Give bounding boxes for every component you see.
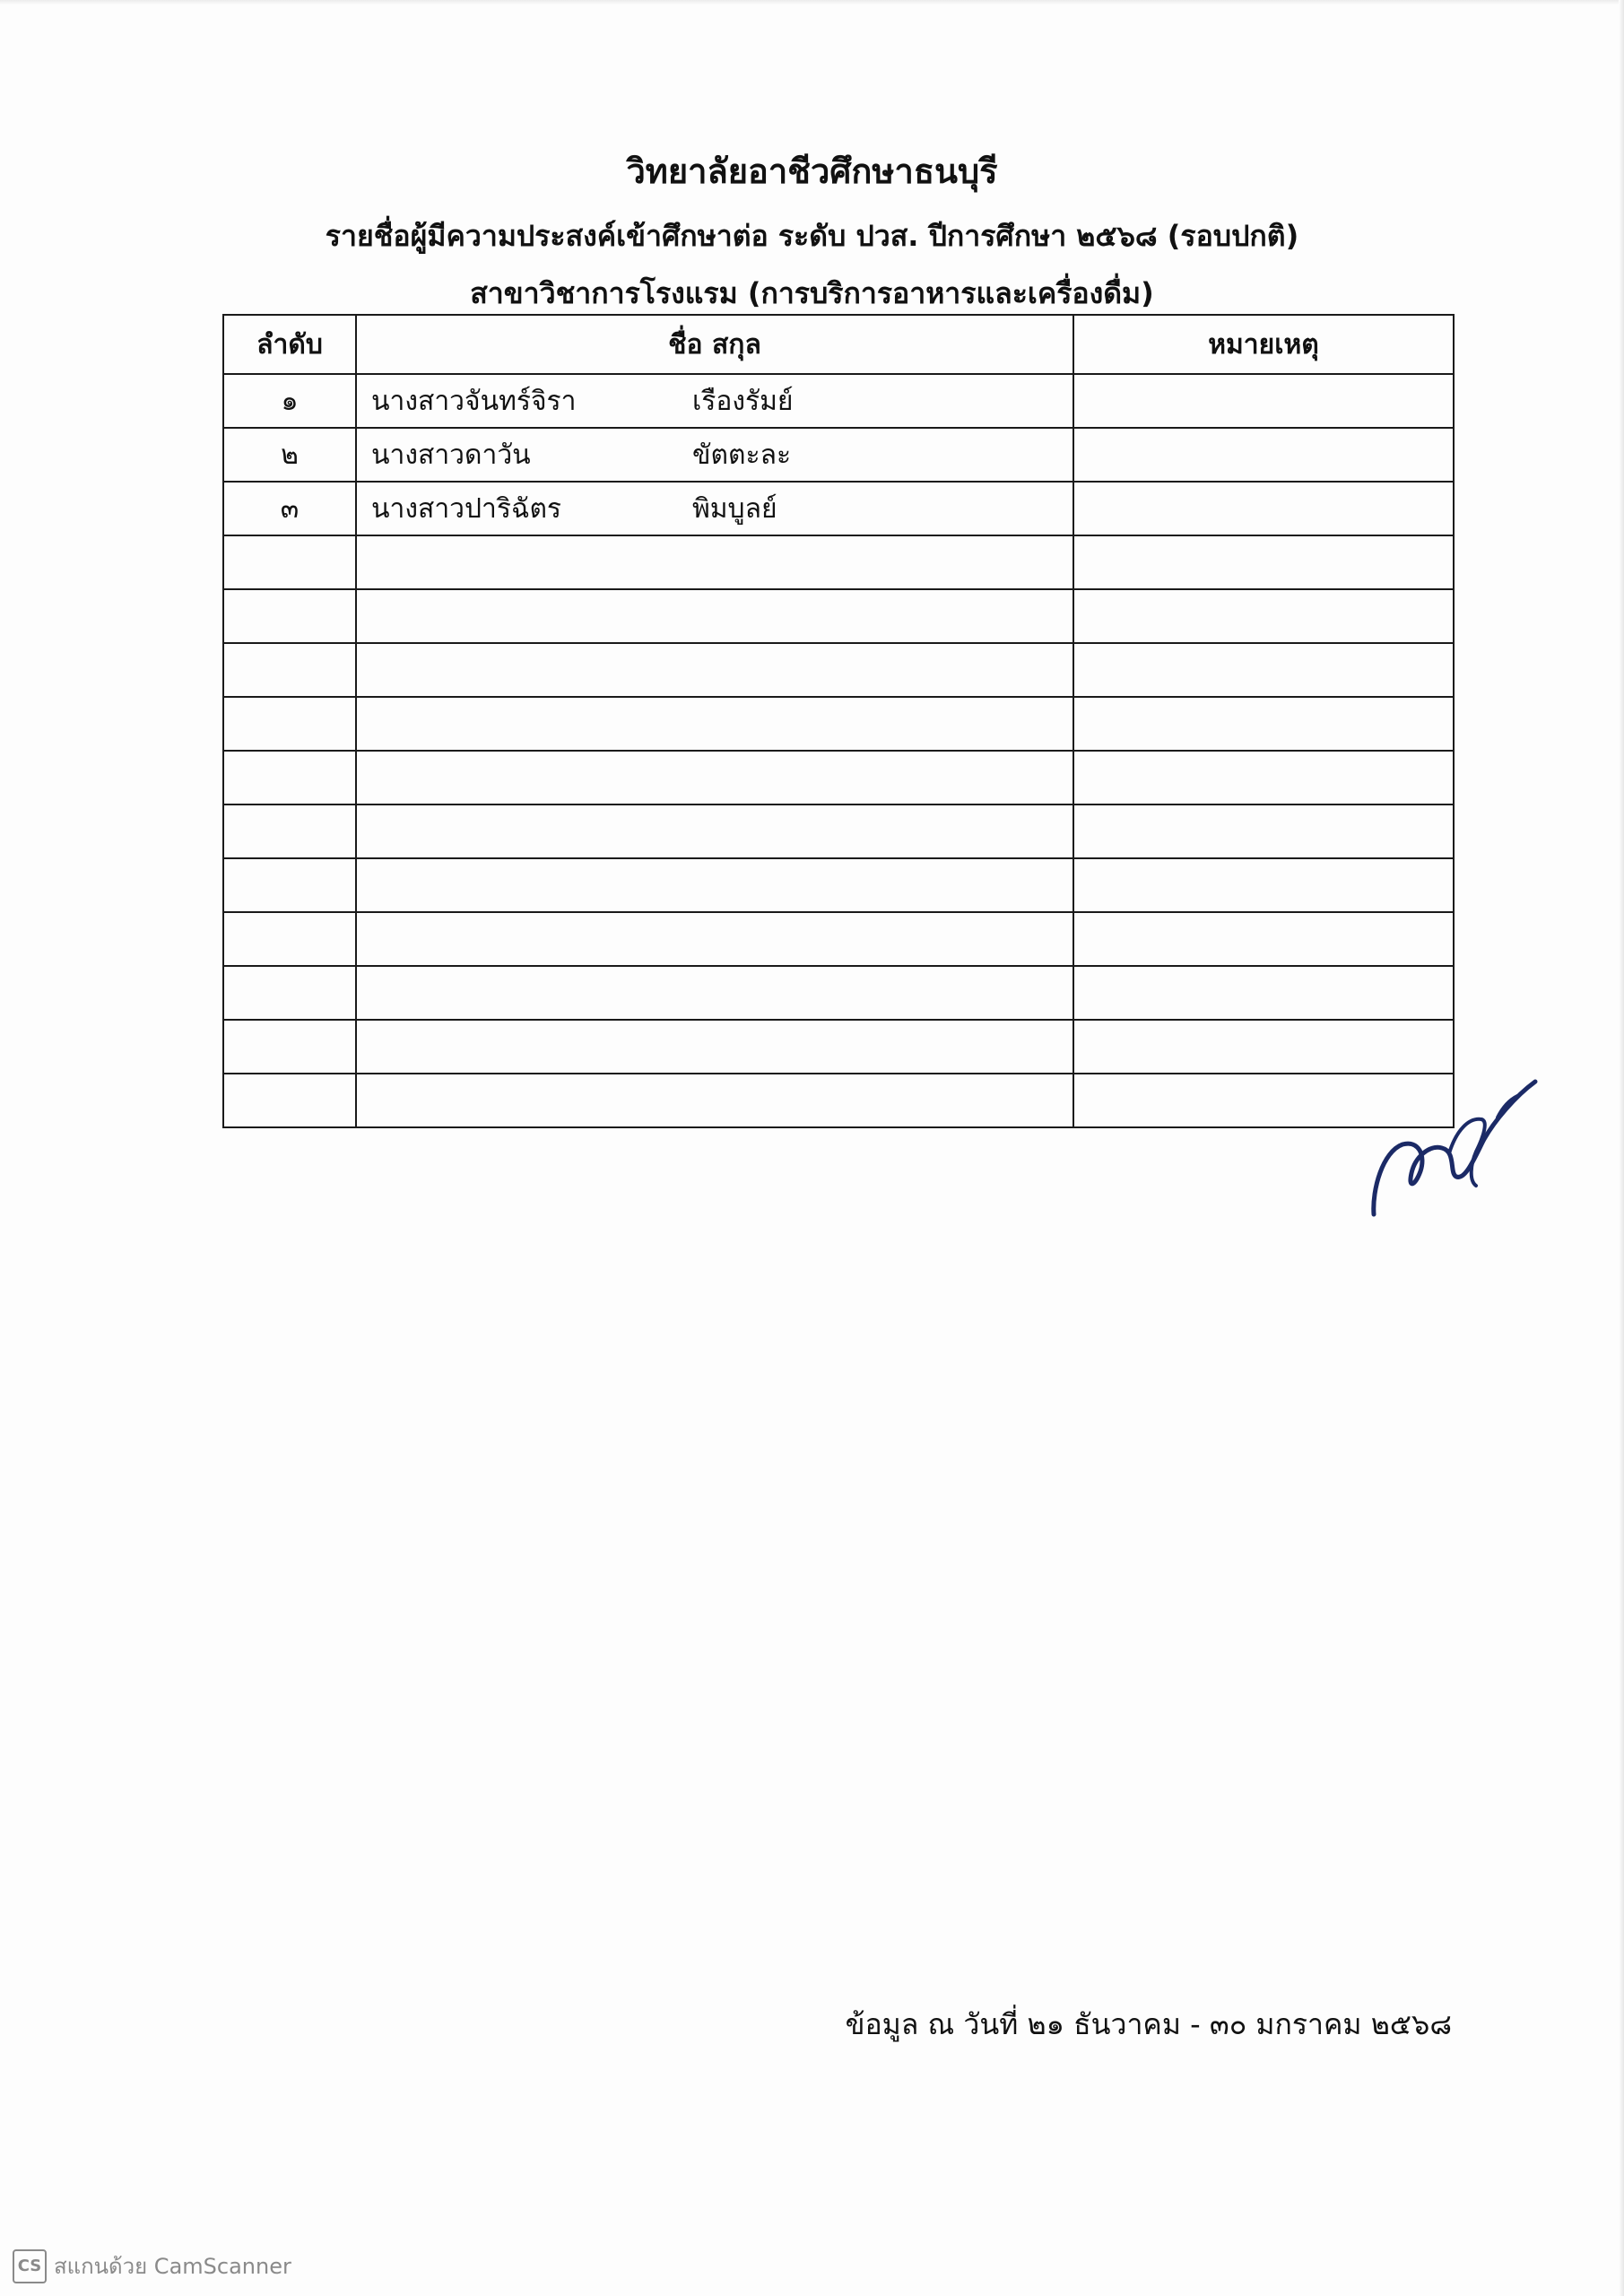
- table-row: [223, 643, 1454, 697]
- list-subtitle: รายชื่อผู้มีความประสงค์เข้าศึกษาต่อ ระดับ ปวส. ปีการศึกษา ๒๕๖๘ (รอบปกติ): [325, 219, 1299, 253]
- row-name-cell: [356, 1020, 1073, 1074]
- row-name-cell: [356, 589, 1073, 643]
- row-number-cell: [223, 589, 356, 643]
- column-header-number: ลำดับ: [223, 315, 356, 374]
- table-row: [223, 589, 1454, 643]
- camscanner-text: สแกนด้วย CamScanner: [54, 2254, 291, 2279]
- department-title: สาขาวิชาการโรงแรม (การบริการอาหารและเครื่องดื่ม): [470, 276, 1154, 310]
- row-number-cell: ๓: [223, 482, 356, 535]
- first-name: นางสาวดาวัน: [371, 439, 531, 471]
- table-row: [223, 751, 1454, 804]
- college-title: วิทยาลัยอาชีวศึกษาธนบุรี: [626, 152, 998, 191]
- row-remark-cell: [1073, 912, 1454, 966]
- row-name-cell: [356, 643, 1073, 697]
- row-number-cell: [223, 535, 356, 589]
- row-remark-cell: [1073, 535, 1454, 589]
- applicant-table: [222, 314, 1455, 1128]
- table-row: [223, 1020, 1454, 1074]
- row-name-cell: [356, 374, 1073, 428]
- row-remark-cell: [1073, 697, 1454, 751]
- row-number-cell: [223, 966, 356, 1020]
- row-name-cell: [356, 966, 1073, 1020]
- row-name-cell: [356, 535, 1073, 589]
- first-name: นางสาวปาริฉัตร: [371, 492, 562, 525]
- row-number-cell: ๒: [223, 428, 356, 482]
- row-name-cell: [356, 751, 1073, 804]
- table-header-row: [223, 315, 1454, 374]
- row-name-cell: [356, 697, 1073, 751]
- row-number-cell: [223, 1020, 356, 1074]
- last-name: ขัตตะละ: [692, 439, 792, 471]
- table-row: [223, 966, 1454, 1020]
- row-number-cell: [223, 1074, 356, 1127]
- column-header-remark: หมายเหตุ: [1073, 315, 1454, 374]
- table-row: [223, 535, 1454, 589]
- row-remark-cell: [1073, 966, 1454, 1020]
- table-row: [223, 697, 1454, 751]
- first-name: นางสาวจันทร์จิรา: [371, 385, 577, 417]
- scan-top-edge: [0, 0, 1624, 5]
- row-remark-cell: [1073, 589, 1454, 643]
- row-remark-cell: [1073, 428, 1454, 482]
- row-name-cell: [356, 858, 1073, 912]
- last-name: เรืองรัมย์: [692, 385, 794, 417]
- row-number-cell: [223, 858, 356, 912]
- table-row: [223, 1074, 1454, 1127]
- table-row: [223, 482, 1454, 535]
- table-body: [223, 374, 1454, 1127]
- handwritten-signature: [1363, 1055, 1542, 1225]
- row-name-cell: [356, 428, 1073, 482]
- row-remark-cell: [1073, 482, 1454, 535]
- row-number-cell: [223, 804, 356, 858]
- row-number-cell: [223, 697, 356, 751]
- row-number-cell: ๑: [223, 374, 356, 428]
- row-name-cell: [356, 1074, 1073, 1127]
- table-row: [223, 804, 1454, 858]
- table-row: [223, 858, 1454, 912]
- table-row: [223, 428, 1454, 482]
- row-remark-cell: [1073, 858, 1454, 912]
- row-remark-cell: [1073, 751, 1454, 804]
- row-name-cell: [356, 912, 1073, 966]
- table-row: [223, 374, 1454, 428]
- row-remark-cell: [1073, 374, 1454, 428]
- table-row: [223, 912, 1454, 966]
- data-as-of-date: ข้อมูล ณ วันที่ ๒๑ ธันวาคม - ๓๐ มกราคม ๒๕๖๘: [845, 2007, 1452, 2041]
- camscanner-logo-icon: CS: [13, 2249, 47, 2283]
- camscanner-watermark: [13, 2248, 291, 2283]
- row-remark-cell: [1073, 643, 1454, 697]
- scan-right-edge: [1619, 0, 1624, 2296]
- row-number-cell: [223, 751, 356, 804]
- row-number-cell: [223, 912, 356, 966]
- row-name-cell: [356, 482, 1073, 535]
- row-remark-cell: [1073, 804, 1454, 858]
- column-header-name: ชื่อ สกุล: [356, 315, 1073, 374]
- row-name-cell: [356, 804, 1073, 858]
- row-number-cell: [223, 643, 356, 697]
- last-name: พิมบูลย์: [692, 492, 777, 525]
